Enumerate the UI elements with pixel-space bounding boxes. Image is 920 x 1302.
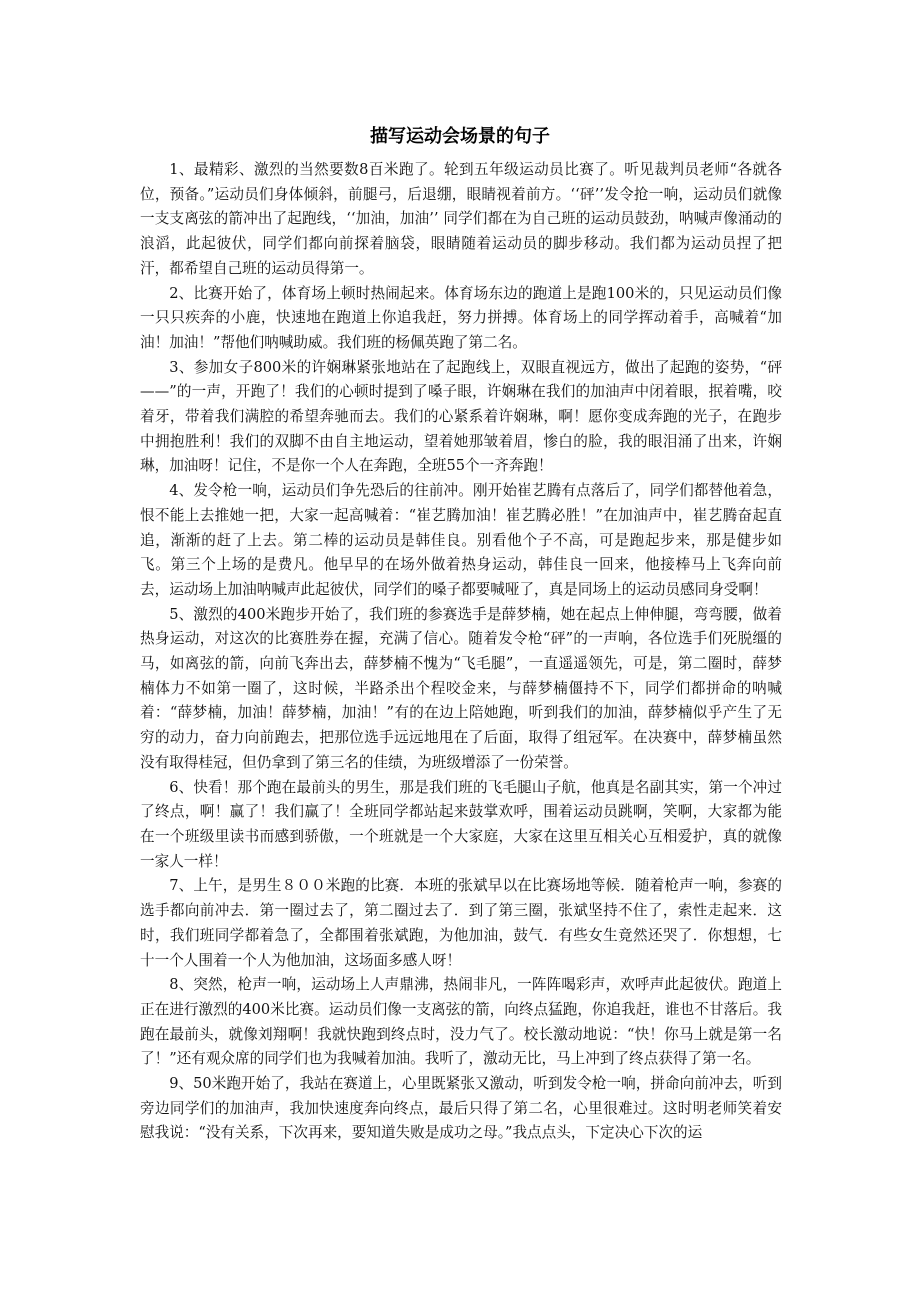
paragraph-3: 3、参加女子800米的许娴琳紧张地站在了起跑线上，双眼直视远方，做出了起跑的姿势，“砰——”的一声，开跑了！我们的心顿时提到了嗓子眼，许娴琳在我们的加油声中闭着眼，抿着嘴，咬着牙，带着我们满腔的希望奔驰而去。我们的心紧系着许娴琳，啊！愿你变成奔跑的光子，在跑步中拥抱胜利！我们的双脚不由自主地运动，望着她那皱着眉，惨白的脸，我的眼泪涌了出来，许娴琳，加油呀！记住，不是你一个人在奔跑，全班55个一齐奔跑！ [140, 358, 782, 475]
paragraph-7: 7、上午，是男生８００米跑的比赛．本班的张斌早以在比赛场地等候．随着枪声一响，参赛的选手都向前冲去．第一圈过去了，第二圈过去了．到了第三圈，张斌坚持不住了，索性走起来．这时，我们班同学都着急了，全都围着张斌跑，为他加油，鼓气．有些女生竟然还哭了．你想想，七十一个人围着一个人为他加油，这场面多感人呀！ [140, 877, 782, 969]
paragraph-6: 6、快看！那个跑在最前头的男生，那是我们班的飞毛腿山子航，他真是名副其实，第一个冲过了终点，啊！赢了！我们赢了！全班同学都站起来鼓掌欢呼，围着运动员跳啊，笑啊，大家都为能在一个班级里读书而感到骄傲，一个班就是一个大家庭，大家在这里互相关心互相爱护，真的就像一家人一样！ [140, 778, 782, 870]
paragraph-8: 8、突然，枪声一响，运动场上人声鼎沸，热闹非凡，一阵阵喝彩声，欢呼声此起彼伏。跑道上正在进行激烈的400米比赛。运动员们像一支离弦的箭，向终点猛跑，你追我赶，谁也不甘落后。我跑在最前头，就像刘翔啊！我就快跑到终点时，没力气了。校长激动地说：“快！你马上就是第一名了！”还有观众席的同学们也为我喊着加油。我听了，激动无比，马上冲到了终点获得了第一名。 [140, 976, 782, 1068]
document-body [140, 158, 782, 1146]
paragraph-1: 1、最精彩、激烈的当然要数8百米跑了。轮到五年级运动员比赛了。听见裁判员老师“各就各位，预备。”运动员们身体倾斜，前腿弓，后退绷，眼睛视着前方。‘‘砰’’发令抢一响，运动员们就像一支支离弦的箭冲出了起跑线，‘‘加油，加油’’ 同学们都在为自己班的运动员鼓劲，呐喊声像涌动的浪滔，此起彼伏，同学们都向前探着脑袋，眼睛随着运动员的脚步移动。我们都为运动员捏了把汗，都希望自己班的运动员得第一。 [140, 161, 782, 277]
paragraph-5: 5、激烈的400米跑步开始了，我们班的参赛选手是薛梦楠，她在起点上伸伸腿，弯弯腰，做着热身运动，对这次的比赛胜券在握，充满了信心。随着发令枪“砰”的一声响，各位选手们死脱缰的马，如离弦的箭，向前飞奔出去，薛梦楠不愧为“飞毛腿”，一直遥遥领先，可是，第二圈时，薛梦楠体力不如第一圈了，这时候，半路杀出个程咬金来，与薛梦楠僵持不下，同学们都拼命的呐喊着：“薛梦楠，加油！薛梦楠，加油！”有的在边上陪她跑，听到我们的加油，薛梦楠似乎产生了无穷的动力，奋力向前跑去，把那位选手远远地甩在了后面，取得了组冠军。在决赛中，薛梦楠虽然没有取得桂冠，但仍拿到了第三名的佳绩，为班级增添了一份荣誉。 [140, 605, 782, 771]
paragraph-4: 4、发令枪一响，运动员们争先恐后的往前冲。刚开始崔艺腾有点落后了，同学们都替他着急，恨不能上去推她一把，大家一起高喊着：“崔艺腾加油！崔艺腾必胜！”在加油声中，崔艺腾奋起直追，渐渐的赶了上去。第二棒的运动员是韩佳良。别看他个子不高，可是跑起步来，那是健步如飞。第三个上场的是费凡。他早早的在场外做着热身运动，韩佳良一回来，他接棒马上飞奔向前去，运动场上加油呐喊声此起彼伏，同学们的嗓子都要喊哑了，真是同场上的运动员感同身受啊！ [140, 482, 782, 598]
document-title: 描写运动会场景的句子 [370, 126, 550, 147]
paragraph-2: 2、比赛开始了，体育场上顿时热闹起来。体育场东边的跑道上是跑100米的，只见运动员们像一只只疾奔的小鹿，快速地在跑道上你追我赶，努力拼搏。体育场上的同学挥动着手，高喊着“加油！加油！”帮他们呐喊助威。我们班的杨佩英跑了第二名。 [140, 284, 782, 351]
paragraph-9: 9、50米跑开始了，我站在赛道上，心里既紧张又激动，听到发令枪一响，拼命向前冲去，听到旁边同学们的加油声，我加快速度奔向终点，最后只得了第二名，心里很难过。这时明老师笑着安慰我说：“没有关系，下次再来，要知道失败是成功之母。”我点点头，下定决心下次的运 [140, 1075, 782, 1142]
